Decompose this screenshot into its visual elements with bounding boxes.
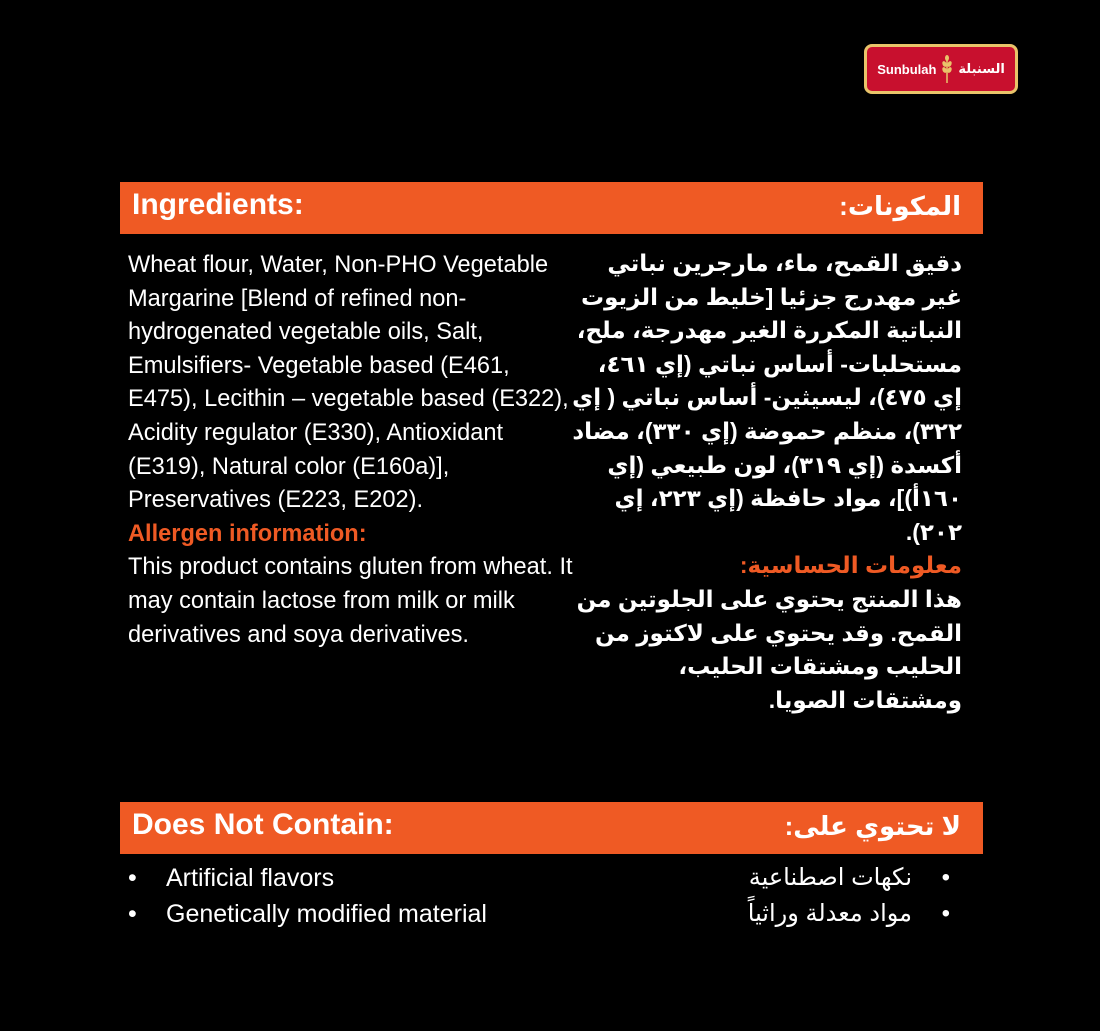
does-not-contain-header-bar (120, 802, 983, 854)
list-item: • نكهات اصطناعية (590, 860, 950, 896)
ingredients-header-bar (120, 182, 983, 234)
list-item: • مواد معدلة وراثياً (590, 896, 950, 932)
does-not-contain-heading-en: Does Not Contain: (132, 808, 394, 841)
logo-arabic-text: السنبلة (958, 61, 1005, 76)
allergen-text-ar: هذا المنتج يحتوي على الجلوتين من القمح. وقد يحتوي على لاكتوز من الحليب ومشتقات الحليب، ومشتقات الصويا. (576, 585, 962, 713)
does-not-contain-list-en (128, 860, 588, 932)
sunbulah-logo (864, 44, 1018, 94)
does-not-contain-list-ar (590, 860, 950, 932)
does-not-contain-heading-ar: لا تحتوي على: (784, 811, 961, 841)
allergen-heading-en: Allergen information: (128, 520, 367, 547)
list-item: • Artificial flavors (128, 860, 588, 896)
ingredients-text-en: Wheat flour, Water, Non-PHO Vegetable Margarine [Blend of refined non-hydrogenated vegetable oils, Salt, Emulsifiers- Vegetable based (E461, E475), Lecithin – vegetable based (E322), Acidity regulator (E330), Antioxidant (E319), Natural color (E160a)], Preservatives (E223, E202). (128, 252, 569, 514)
list-item: • Genetically modified material (128, 896, 588, 932)
ingredients-heading-ar: المكونات: (839, 191, 961, 221)
ingredients-heading-en: Ingredients: (132, 188, 304, 221)
allergen-heading-ar: معلومات الحساسية: (739, 552, 962, 579)
english-column (128, 249, 578, 652)
allergen-text-en: This product contains gluten from wheat. It may contain lactose from milk or milk derivatives and soya derivatives. (128, 554, 573, 648)
ingredients-text-ar: دقيق القمح، ماء، مارجرين نباتي غير مهدرج جزئيا [خليط من الزيوت النباتية المكررة الغير مهدرجة، ملح، مستحلبات- أساس نباتي (إي ٤٦١، إي ٤٧٥)، ليسيثين- أساس نباتي ( إي ٣٢٢)، منظم حموضة (إي ٣٣٠)، مضاد أكسدة (إي ٣١٩)، لون طبيعي (إي ١٦٠أ)]، مواد حافظة (إي ٢٢٣، إي ٢٠٢). (572, 250, 962, 545)
wheat-icon (940, 54, 954, 84)
logo-latin-text: Sunbulah (877, 61, 937, 77)
arabic-column (566, 247, 962, 717)
